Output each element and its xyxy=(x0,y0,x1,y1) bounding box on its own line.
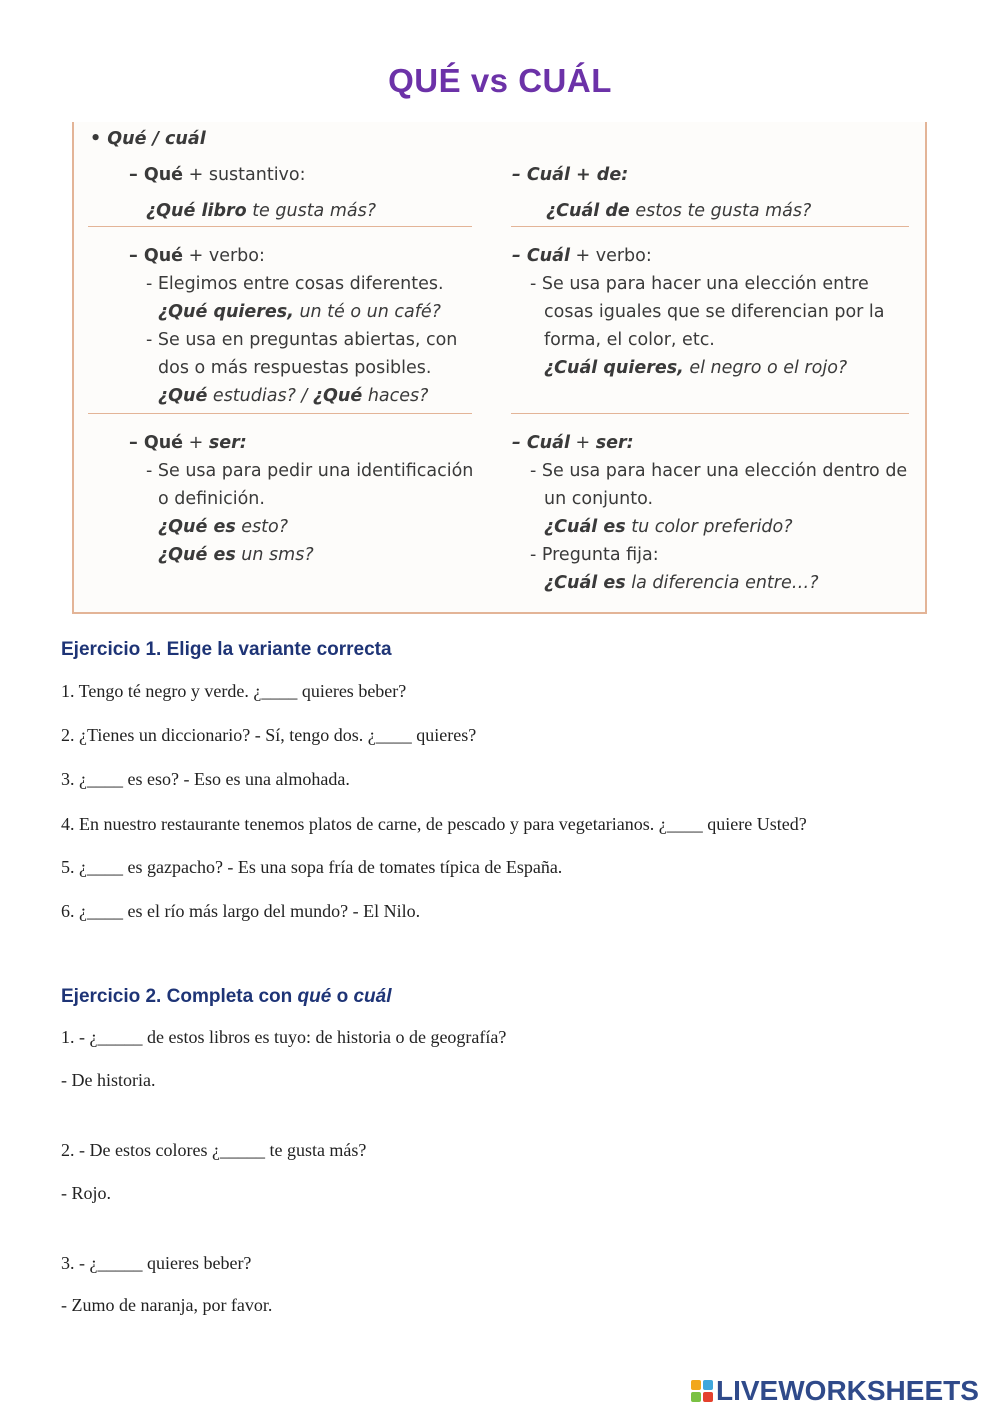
right-s2-line2: cosas iguales que se diferencian por la xyxy=(544,302,885,322)
exercise2-answer-2: - Rojo. xyxy=(61,1183,112,1203)
right-s3-line1: - Se usa para hacer una elección dentro de xyxy=(530,461,908,481)
left-s3-title: – Qué + ser: xyxy=(129,433,247,453)
right-s2-line1: - Se usa para hacer una elección entre xyxy=(530,274,869,294)
right-s3-line2: un conjunto. xyxy=(544,489,654,509)
exercise2-question-1: 1. - ¿_____ de estos libros es tuyo: de historia o de geografía? xyxy=(61,1027,507,1047)
right-s3-title: – Cuál + ser: xyxy=(512,433,634,453)
grammar-box xyxy=(72,122,927,614)
left-s3-example1: ¿Qué es esto? xyxy=(158,517,289,537)
divider xyxy=(511,413,909,414)
logo-text: LIVEWORKSHEETS xyxy=(716,1375,979,1406)
right-s3-example1: ¿Cuál es tu color preferido? xyxy=(544,517,793,537)
left-s2-example2: ¿Qué estudias? / ¿Qué haces? xyxy=(158,386,429,406)
right-s3-line3: - Pregunta fija: xyxy=(530,545,659,565)
left-s3-line1: - Se usa para pedir una identificación xyxy=(146,461,474,481)
exercise2-heading: Ejercicio 2. Completa con qué o cuál xyxy=(61,986,392,1007)
exercise1-item-5: 5. ¿____ es gazpacho? - Es una sopa fría de tomates típica de España. xyxy=(61,857,563,877)
exercise1-item-4: 4. En nuestro restaurante tenemos platos de carne, de pescado y para vegetarianos. ¿____ quiere Usted? xyxy=(61,814,807,834)
page-title: QUÉ vs CUÁL xyxy=(388,62,612,99)
left-s1-title: – Qué + sustantivo: xyxy=(129,165,306,185)
exercise1-heading: Ejercicio 1. Elige la variante correcta xyxy=(61,639,392,660)
exercise2-question-3: 3. - ¿_____ quieres beber? xyxy=(61,1253,252,1273)
right-s2-line3: forma, el color, etc. xyxy=(544,330,715,350)
divider xyxy=(88,226,472,227)
right-s2-title: – Cuál + verbo: xyxy=(512,246,652,266)
left-s2-line2: - Se usa en preguntas abiertas, con xyxy=(146,330,458,350)
left-s1-example: ¿Qué libro te gusta más? xyxy=(146,201,377,221)
exercise2-question-2: 2. - De estos colores ¿_____ te gusta más? xyxy=(61,1140,367,1160)
bullet: • xyxy=(90,129,108,149)
divider xyxy=(88,413,472,414)
right-s1-example: ¿Cuál de estos te gusta más? xyxy=(546,201,812,221)
right-s1-title: – Cuál + de: xyxy=(512,165,629,185)
right-s3-example2: ¿Cuál es la diferencia entre…? xyxy=(544,573,819,593)
left-s2-line1: - Elegimos entre cosas diferentes. xyxy=(146,274,444,294)
left-s2-line3: dos o más respuestas posibles. xyxy=(158,358,432,378)
exercise2-answer-1: - De historia. xyxy=(61,1070,156,1090)
exercise1-item-3: 3. ¿____ es eso? - Eso es una almohada. xyxy=(61,769,350,789)
left-s3-example2: ¿Qué es un sms? xyxy=(158,545,314,565)
exercise1-item-6: 6. ¿____ es el río más largo del mundo? - El Nilo. xyxy=(61,901,421,921)
grammar-header: • Qué / cuál xyxy=(90,129,206,149)
liveworksheets-logo[interactable] xyxy=(691,1376,991,1406)
exercise1-item-2: 2. ¿Tienes un diccionario? - Sí, tengo dos. ¿____ quieres? xyxy=(61,725,477,745)
left-s2-example1: ¿Qué quieres, un té o un café? xyxy=(158,302,441,322)
logo-squares-icon xyxy=(691,1380,713,1402)
left-s3-line2: o definición. xyxy=(158,489,265,509)
exercise2-answer-3: - Zumo de naranja, por favor. xyxy=(61,1295,273,1315)
divider xyxy=(511,226,909,227)
exercise1-item-1: 1. Tengo té negro y verde. ¿____ quieres beber? xyxy=(61,681,407,701)
right-s2-example: ¿Cuál quieres, el negro o el rojo? xyxy=(544,358,848,378)
left-s2-title: – Qué + verbo: xyxy=(129,246,265,266)
